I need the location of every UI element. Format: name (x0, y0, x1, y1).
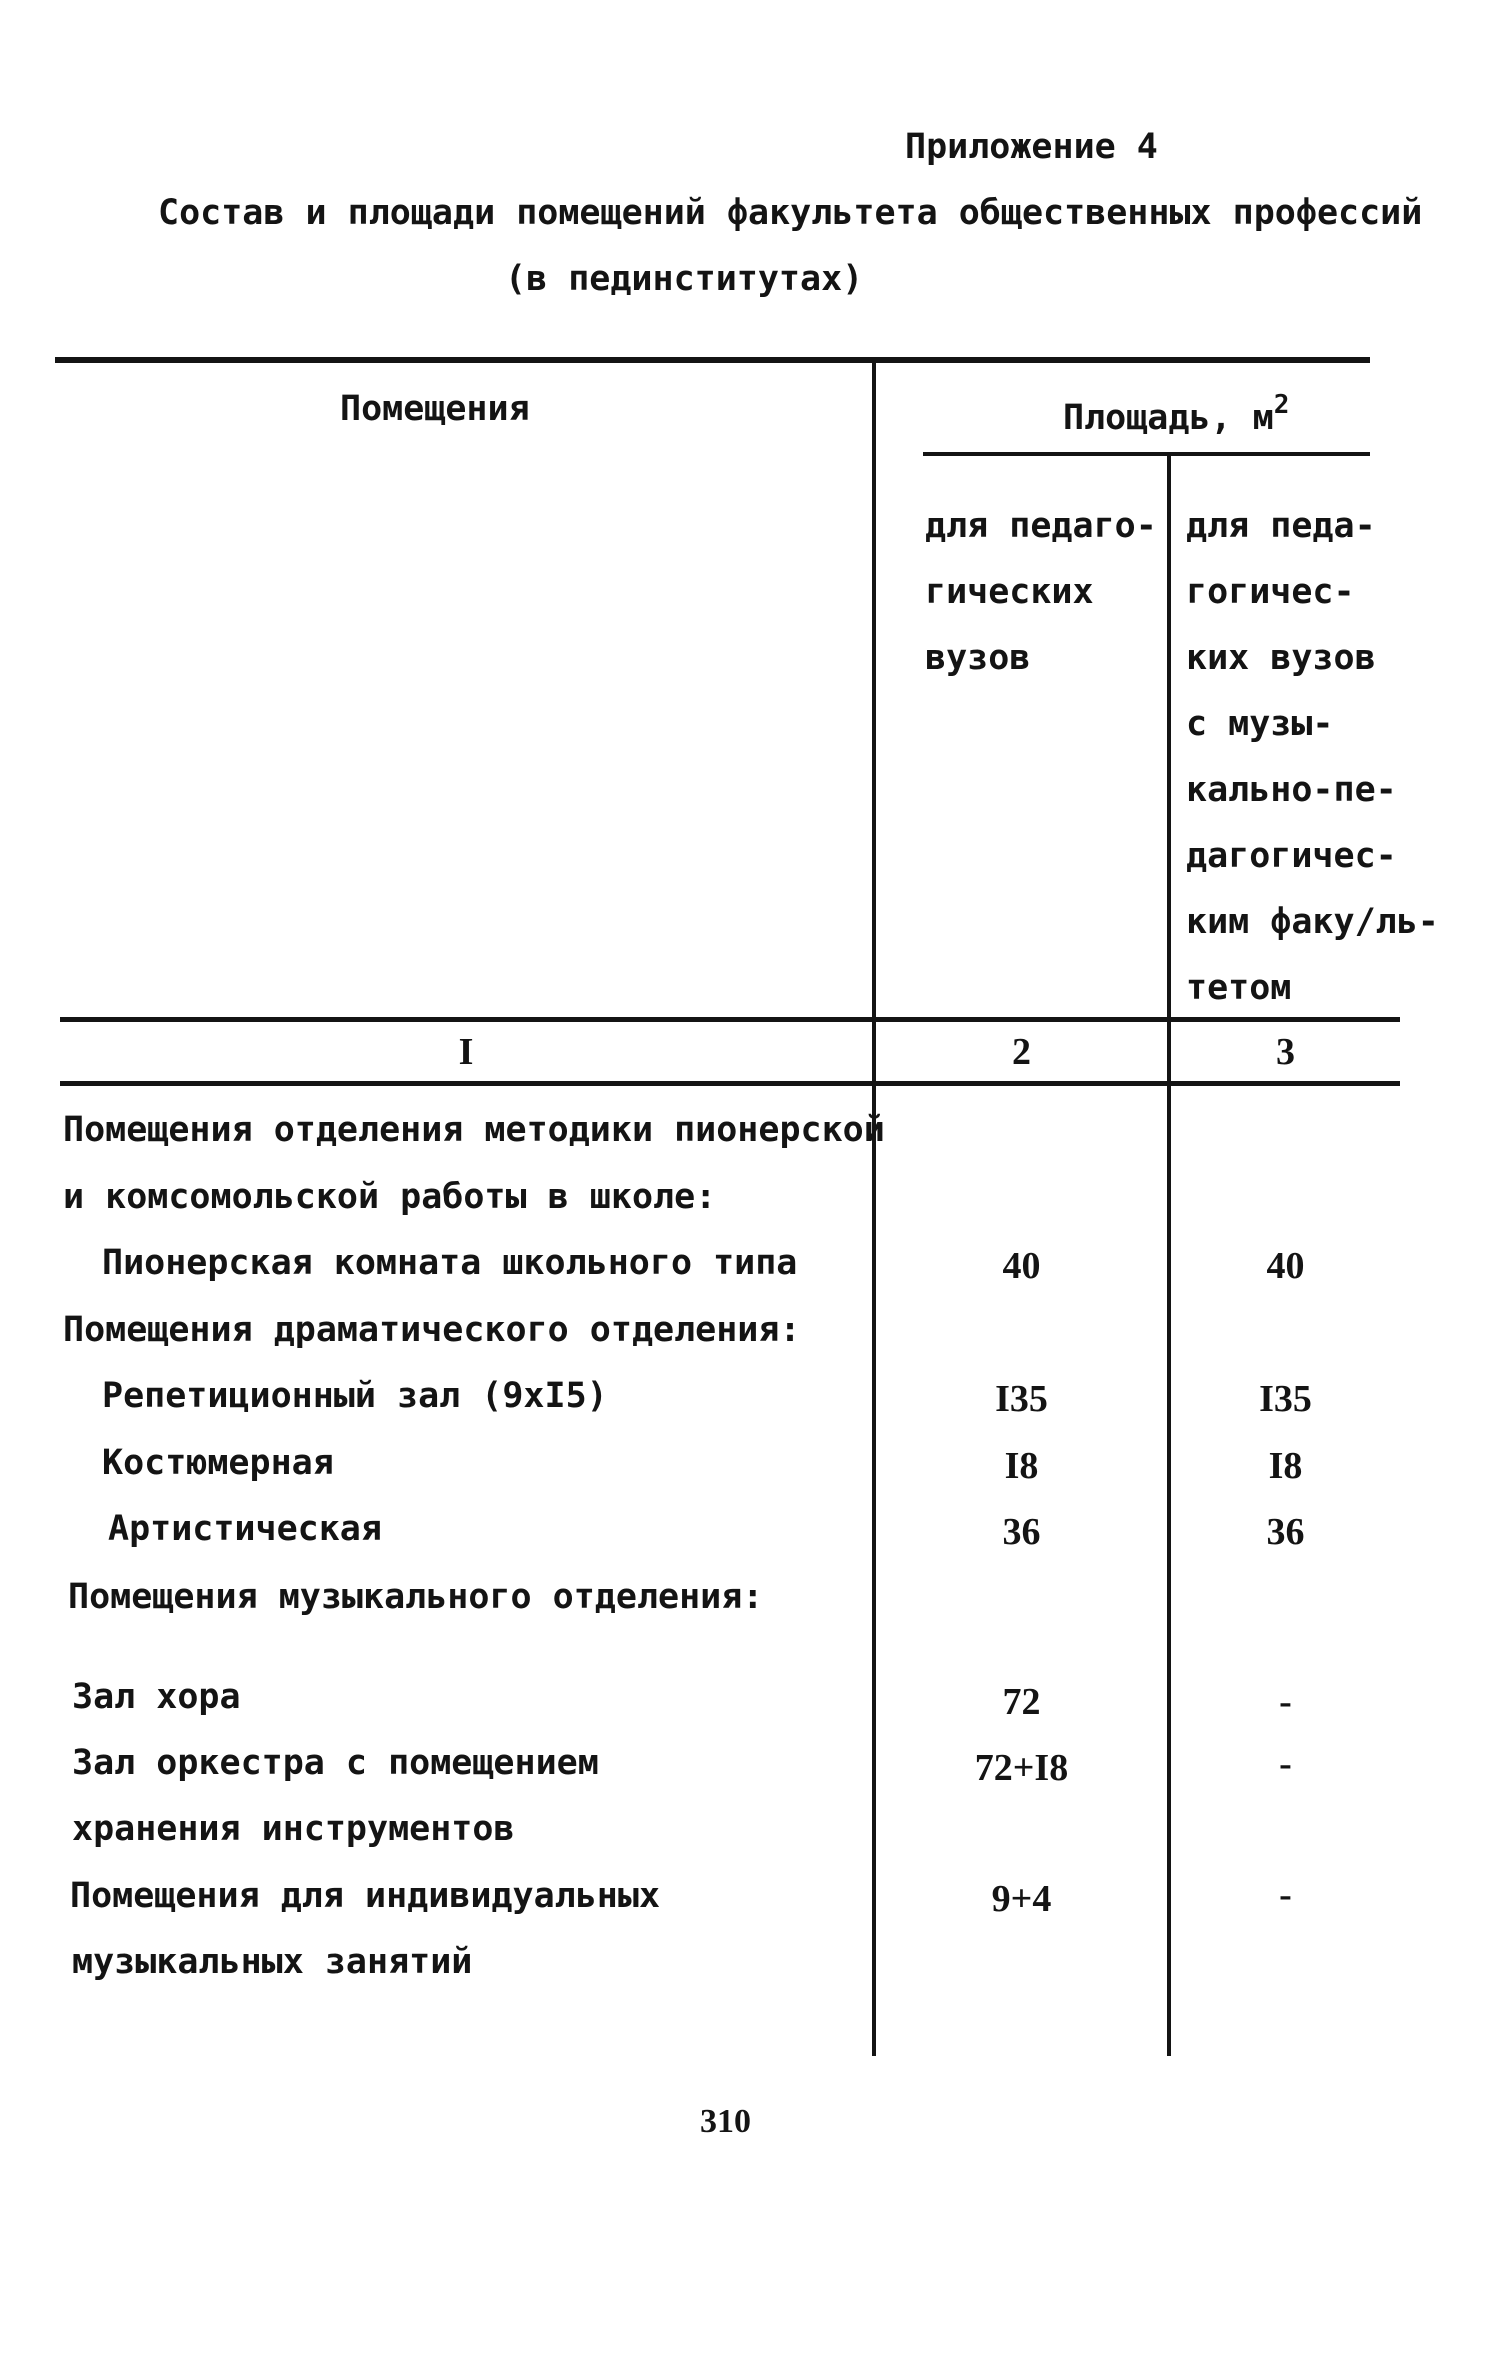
row-value-col3: I35 (1259, 1378, 1312, 1420)
col-number-rule (60, 1081, 1400, 1086)
row-label: Репетиционный зал (9хI5) (102, 1376, 608, 1416)
row-label: Зал оркестра с помещением (72, 1743, 599, 1783)
area-header: Площадь, $м^2$ (1063, 390, 1290, 438)
col-number-1: I (458, 1031, 474, 1073)
row-label: Помещения драматического отделения: (63, 1310, 801, 1350)
row-label: Зал хора (72, 1677, 241, 1717)
column-divider-1 (872, 360, 876, 2056)
col-number-2: 2 (1012, 1031, 1031, 1073)
table-subtitle: (в пединститутах) (505, 259, 864, 299)
table-title: Состав и площади помещений факультета общественных профессий (158, 193, 1423, 233)
col-number-3: 3 (1276, 1031, 1295, 1073)
row-label: Пионерская комната школьного типа (102, 1243, 798, 1283)
appendix-label: Приложение 4 (905, 127, 1158, 167)
row-value-col3: I8 (1268, 1445, 1303, 1487)
row-value-col3: - (1279, 1743, 1292, 1785)
row-label: хранения инструментов (72, 1809, 515, 1849)
row-value-col2: 40 (1002, 1245, 1041, 1287)
row-value-col2: 72 (1002, 1681, 1041, 1723)
row-value-col2: 72+I8 (974, 1747, 1069, 1789)
row-label: Артистическая (108, 1509, 382, 1549)
row-value-col3: 40 (1266, 1245, 1305, 1287)
row-label: музыкальных занятий (72, 1942, 473, 1982)
col3-header: для педа- гогичес- ких вузов с музы- кально-пе- дагогичес- ким факу/ль- тетом (1186, 506, 1439, 1008)
row-value-col2: 9+4 (991, 1878, 1052, 1920)
page-number: 310 (700, 2103, 751, 2140)
row-value-col3: - (1279, 1681, 1292, 1723)
row-label: и комсомольской работы в школе: (63, 1177, 717, 1217)
area-header-rule (923, 452, 1370, 456)
col2-header: для педаго- гических вузов (925, 506, 1157, 678)
row-value-col3: 36 (1266, 1511, 1305, 1553)
table-top-rule (55, 357, 1370, 363)
row-value-col2: I8 (1004, 1445, 1039, 1487)
row-label: Помещения для индивидуальных (70, 1876, 661, 1916)
row-label: Костюмерная (102, 1443, 334, 1483)
row-value-col2: I35 (995, 1378, 1048, 1420)
row-label: Помещения отделения методики пионерской (63, 1110, 885, 1150)
row-value-col2: 36 (1002, 1511, 1041, 1553)
row-value-col3: - (1279, 1874, 1292, 1916)
row-label: Помещения музыкального отделения: (68, 1577, 764, 1617)
col1-header: Помещения (340, 389, 530, 429)
